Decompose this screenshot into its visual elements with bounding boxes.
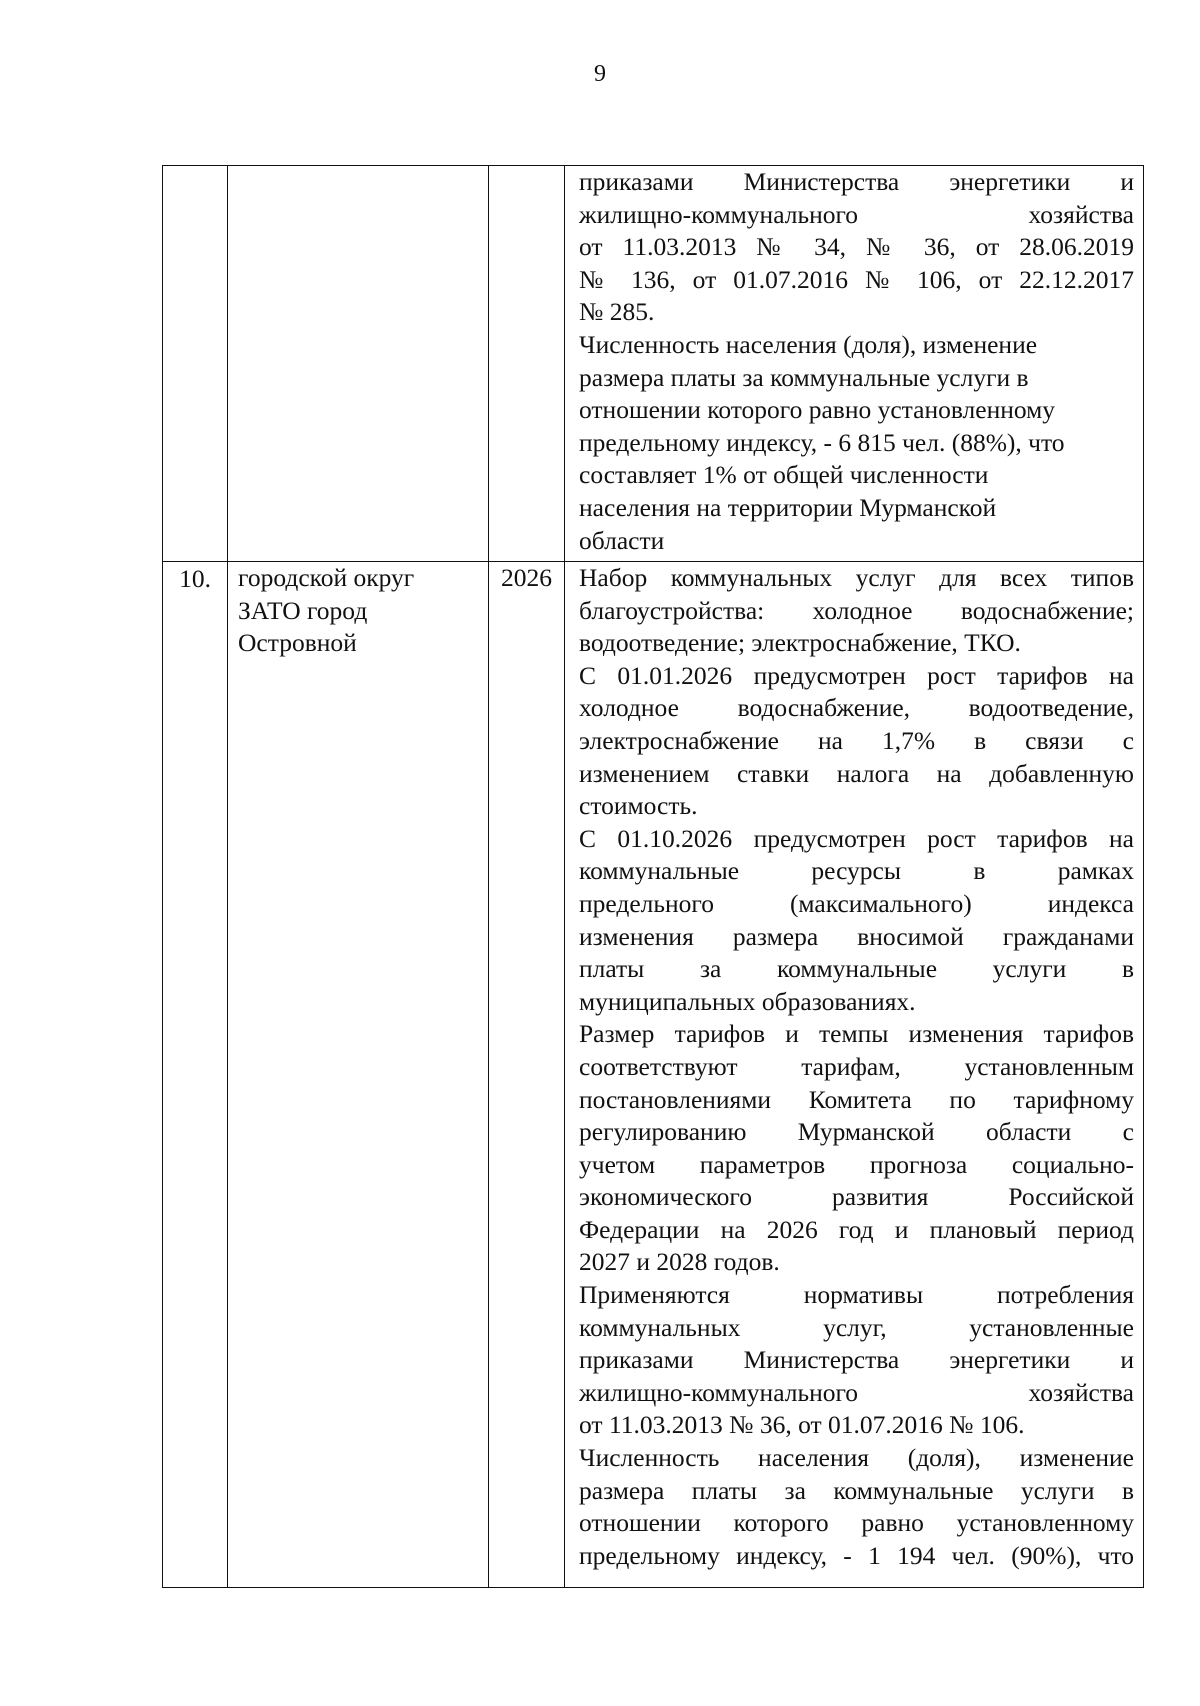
- description-line: размера платы за коммунальные услуги в: [579, 362, 1029, 392]
- municipality-cell: [228, 562, 489, 1588]
- description-line: отношении которого равно установленному: [579, 1508, 1134, 1538]
- row-number-cell: [163, 166, 228, 562]
- description-line: от 11.03.2013 № 34, № 36, от 28.06.2019: [579, 232, 1134, 262]
- description-line: изменением ставки налога на добавленную: [579, 758, 1134, 788]
- description-line: Размер тарифов и темпы изменения тарифов: [579, 1019, 1134, 1049]
- description-line: 2027 и 2028 годов.: [579, 1247, 780, 1277]
- description-paragraph: [579, 329, 1134, 557]
- description-line: электроснабжение на 1,7% в связи с: [579, 725, 1134, 755]
- description-paragraph: [579, 823, 1134, 1019]
- description-line: № 136, от 01.07.2016 № 106, от 22.12.2017: [579, 264, 1134, 294]
- description-line: стоимость.: [579, 791, 698, 821]
- row-number-cell: 10.: [163, 562, 228, 1588]
- description-line: водоотведение; электроснабжение, ТКО.: [579, 628, 1021, 658]
- description-line: благоустройства: холодное водоснабжение;: [579, 595, 1134, 625]
- description-line: холодное водоснабжение, водоотведение,: [579, 693, 1134, 723]
- description-line: Численность населения (доля), изменение: [579, 329, 1038, 359]
- description-line: экономического развития Российской: [579, 1182, 1134, 1212]
- year-cell: [489, 166, 565, 562]
- municipality-line: Островной: [238, 628, 357, 658]
- description-line: области: [579, 525, 665, 555]
- description-paragraph: [579, 562, 1134, 660]
- description-line: Применяются нормативы потребления: [579, 1280, 1134, 1310]
- description-line: от 11.03.2013 № 36, от 01.07.2016 № 106.: [579, 1410, 1025, 1440]
- municipality-line: ЗАТО город: [238, 595, 368, 625]
- description-line: муниципальных образованиях.: [579, 986, 916, 1016]
- description-paragraph: [579, 1018, 1134, 1279]
- description-line: населения на территории Мурманской: [579, 492, 997, 522]
- description-line: составляет 1% от общей численности: [579, 460, 989, 490]
- description-line: № 285.: [579, 297, 655, 327]
- description-line: предельному индексу, - 6 815 чел. (88%), что: [579, 427, 1065, 457]
- description-line: отношении которого равно установленному: [579, 395, 1056, 425]
- table-row-continuation: [163, 166, 1144, 562]
- tariff-table: [162, 165, 1144, 1588]
- description-line: Численность населения (доля), изменение: [579, 1443, 1134, 1473]
- description-line: Набор коммунальных услуг для всех типов: [579, 563, 1134, 592]
- description-line: жилищно-коммунального хозяйства: [579, 199, 1134, 229]
- description-cell: [565, 562, 1144, 1588]
- description-line: С 01.01.2026 предусмотрен рост тарифов на: [579, 660, 1134, 690]
- description-paragraph: [579, 660, 1134, 823]
- description-line: коммунальных услуг, установленные: [579, 1312, 1134, 1342]
- municipality-cell: [228, 166, 489, 562]
- description-line: Федерации на 2026 год и плановый период: [579, 1214, 1134, 1244]
- description-paragraph: [579, 1279, 1134, 1442]
- page-number: 9: [594, 61, 606, 87]
- description-cell: [565, 166, 1144, 562]
- description-line: размера платы за коммунальные услуги в: [579, 1475, 1134, 1505]
- description-line: платы за коммунальные услуги в: [579, 954, 1134, 984]
- description-line: изменения размера вносимой гражданами: [579, 921, 1134, 951]
- description-line: регулированию Мурманской области с: [579, 1117, 1134, 1147]
- description-line: соответствуют тарифам, установленным: [579, 1051, 1134, 1081]
- description-paragraph: [579, 166, 1134, 329]
- year-cell: 2026: [489, 562, 565, 1588]
- table-row-10: [163, 562, 1144, 1588]
- description-line: постановлениями Комитета по тарифному: [579, 1084, 1134, 1114]
- description-line: жилищно-коммунального хозяйства: [579, 1377, 1134, 1407]
- description-line: учетом параметров прогноза социально-: [579, 1149, 1134, 1179]
- description-line: предельного (максимального) индекса: [579, 888, 1134, 918]
- municipality-line: городской округ: [238, 563, 415, 592]
- description-line: коммунальные ресурсы в рамках: [579, 856, 1134, 886]
- description-line: приказами Министерства энергетики и: [579, 167, 1134, 196]
- description-line: приказами Министерства энергетики и: [579, 1345, 1134, 1375]
- description-line: С 01.10.2026 предусмотрен рост тарифов на: [579, 823, 1134, 853]
- description-paragraph: [579, 1442, 1134, 1572]
- description-line: предельному индексу, - 1 194 чел. (90%), что: [579, 1540, 1134, 1570]
